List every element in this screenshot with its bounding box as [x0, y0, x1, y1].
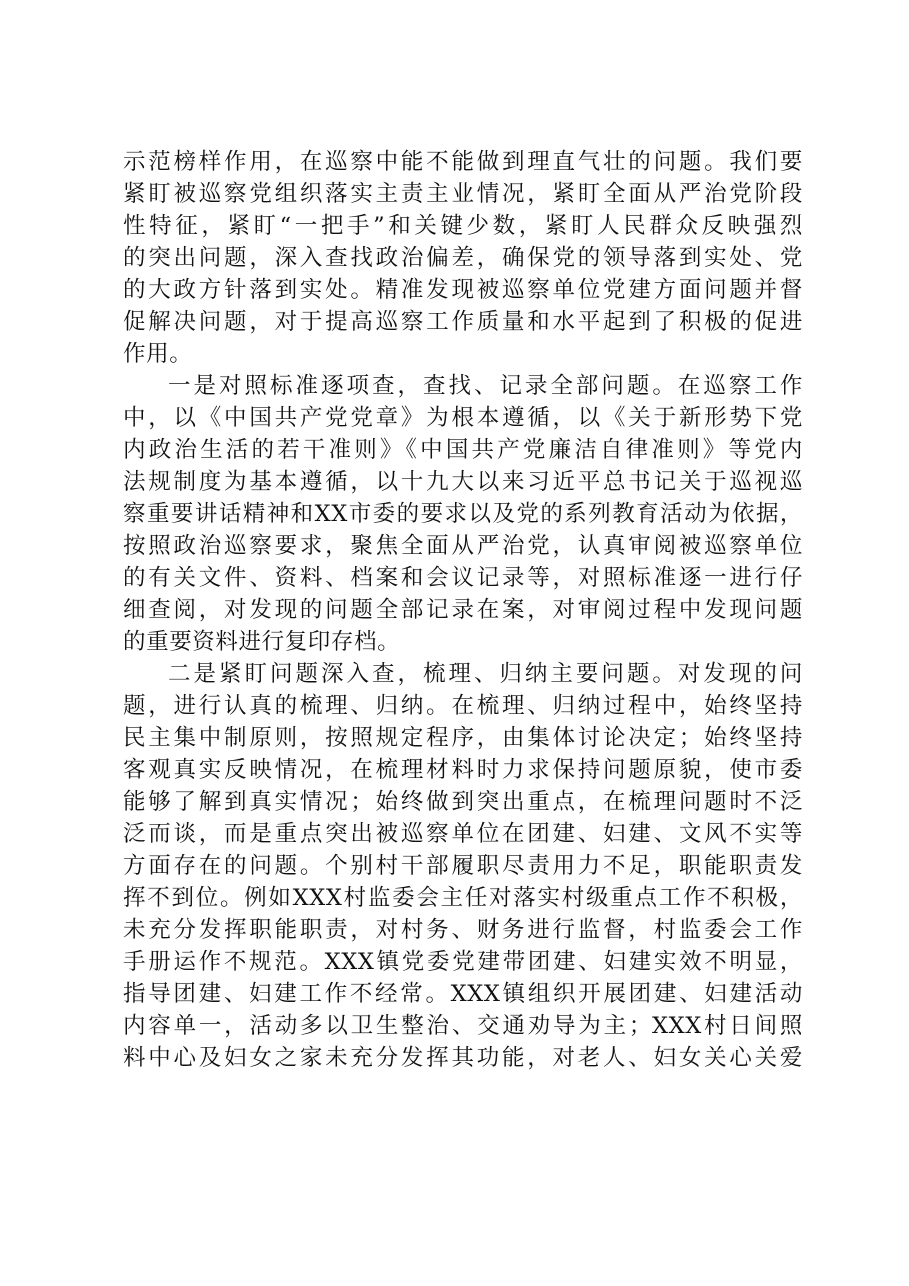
- text-line: 的突出问题，深入查找政治偏差，确保党的领导落到实处、党: [123, 245, 803, 271]
- text-line: 作用。: [123, 341, 193, 367]
- text-line: 的重要资料进行复印存档。: [123, 629, 401, 655]
- text-line: 内容单一，活动多以卫生整治、交通劝导为主；XXX村日间照: [123, 1013, 803, 1039]
- text-line: 内政治生活的若干准则》《中国共产党廉洁自律准则》等党内: [123, 437, 803, 463]
- document-body-text: [123, 146, 803, 1074]
- text-line: 法规制度为基本遵循，以十九大以来习近平总书记关于巡视巡: [123, 469, 803, 495]
- text-line: 料中心及妇女之家未充分发挥其功能，对老人、妇女关心关爱: [123, 1045, 803, 1071]
- text-line: 的有关文件、资料、档案和会议记录等，对照标准逐一进行仔: [123, 565, 803, 591]
- text-line: 挥不到位。例如XXX村监委会主任对落实村级重点工作不积极，: [123, 885, 803, 911]
- text-line: 指导团建、妇建工作不经常。XXX镇组织开展团建、妇建活动: [123, 981, 803, 1007]
- text-line: 客观真实反映情况，在梳理材料时力求保持问题原貌，使市委: [123, 757, 803, 783]
- text-line: 的大政方针落到实处。精准发现被巡察单位党建方面问题并督: [123, 277, 803, 303]
- text-line: 二是紧盯问题深入查，梳理、归纳主要问题。对发现的问: [168, 661, 803, 687]
- text-line: 按照政治巡察要求，聚焦全面从严治党，认真审阅被巡察单位: [123, 533, 803, 559]
- text-line: 一是对照标准逐项查，查找、记录全部问题。在巡察工作: [168, 373, 803, 399]
- text-line: 未充分发挥职能职责，对村务、财务进行监督，村监委会工作: [123, 917, 803, 943]
- text-line: 泛而谈，而是重点突出被巡察单位在团建、妇建、文风不实等: [123, 821, 803, 847]
- text-line: 性特征，紧盯“一把手”和关键少数，紧盯人民群众反映强烈: [123, 213, 803, 239]
- text-line: 方面存在的问题。个别村干部履职尽责用力不足，职能职责发: [123, 853, 803, 879]
- text-line: 促解决问题，对于提高巡察工作质量和水平起到了积极的促进: [123, 309, 803, 335]
- text-line: 细查阅，对发现的问题全部记录在案，对审阅过程中发现问题: [123, 597, 803, 623]
- text-line: 民主集中制原则，按照规定程序，由集体讨论决定；始终坚持: [123, 725, 803, 751]
- text-line: 紧盯被巡察党组织落实主责主业情况，紧盯全面从严治党阶段: [123, 181, 803, 207]
- text-line: 示范榜样作用，在巡察中能不能做到理直气壮的问题。我们要: [123, 149, 803, 175]
- text-line: 手册运作不规范。XXX镇党委党建带团建、妇建实效不明显，: [123, 949, 803, 975]
- text-line: 察重要讲话精神和XX市委的要求以及党的系列教育活动为依据，: [123, 501, 803, 527]
- text-line: 能够了解到真实情况；始终做到突出重点，在梳理问题时不泛: [123, 789, 803, 815]
- text-line: 题，进行认真的梳理、归纳。在梳理、归纳过程中，始终坚持: [123, 693, 803, 719]
- text-line: 中，以《中国共产党党章》为根本遵循，以《关于新形势下党: [123, 405, 803, 431]
